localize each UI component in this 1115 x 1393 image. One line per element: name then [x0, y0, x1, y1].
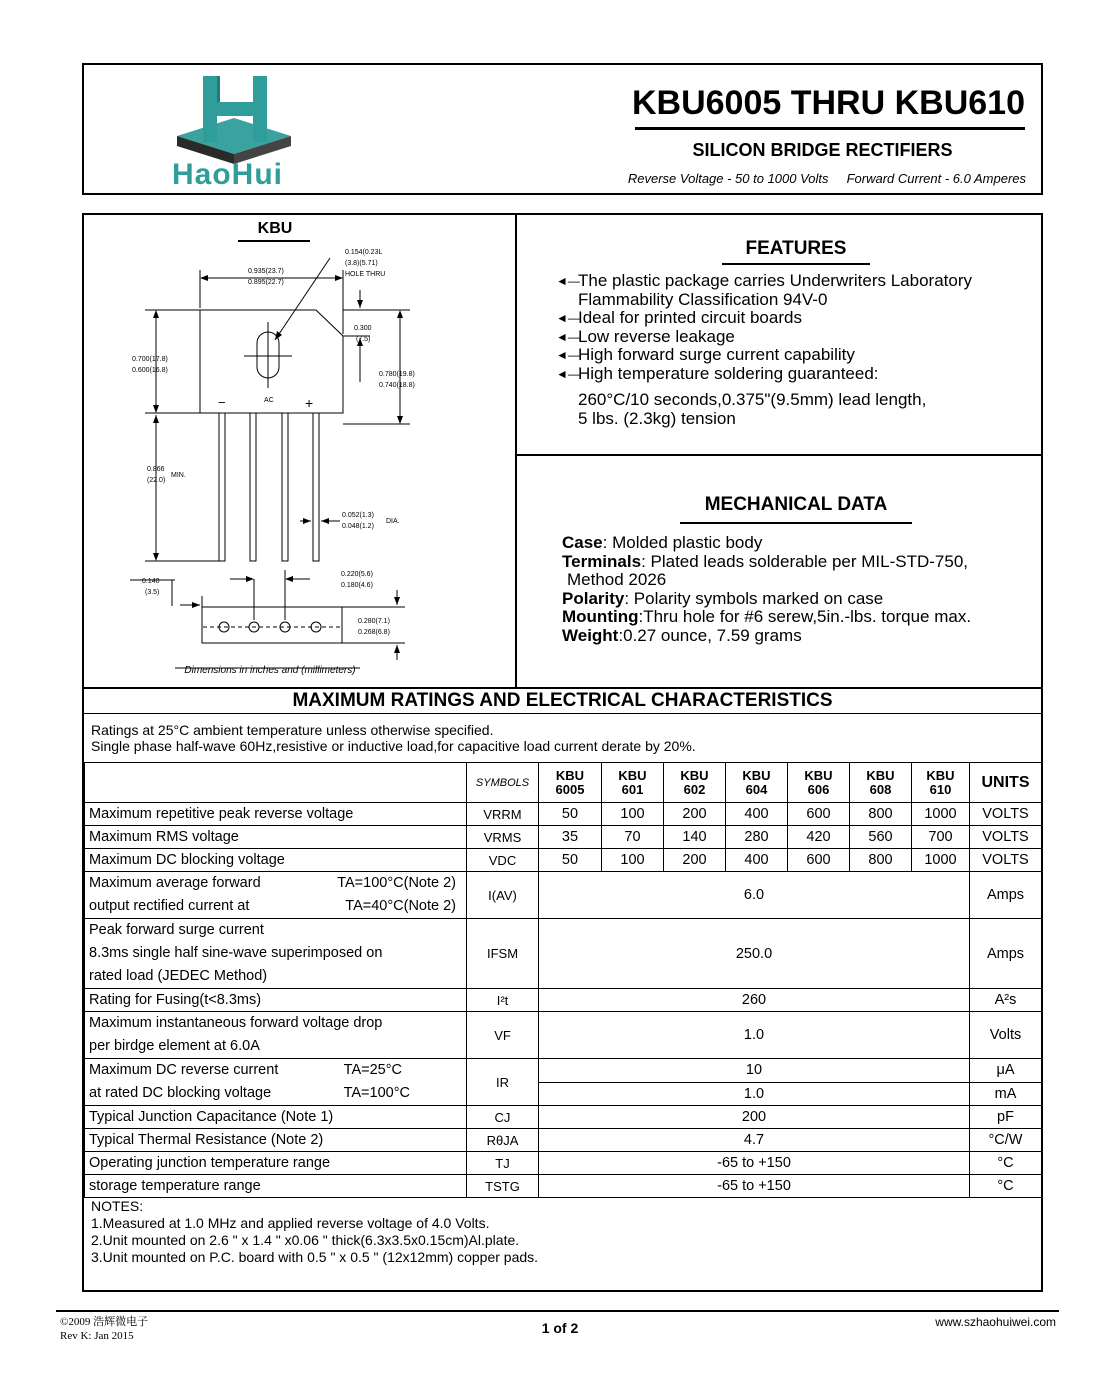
- symbol-cell: VRMS: [467, 826, 539, 849]
- feature-item: ◄— Ideal for printed circuit boards: [556, 308, 802, 328]
- symbol-cell: TSTG: [467, 1175, 539, 1198]
- dim-lead1-text: 0.866: [147, 466, 165, 473]
- feature-item: ◄— The plastic package carries Underwriters Laboratory: [556, 271, 973, 290]
- page-subtitle: SILICON BRIDGE RECTIFIERS: [692, 140, 953, 160]
- feature-item: ◄— Low reverse leakage: [556, 326, 735, 346]
- symbol-cell: I(AV): [467, 872, 539, 919]
- dim-hole3-text: HOLE THRU: [345, 271, 386, 278]
- dim-height2-text: 0.600(16.8): [132, 367, 168, 374]
- dim-width2-text: 0.895(22.7): [248, 279, 284, 286]
- dim-pitch2-text: 0.180(4.6): [341, 582, 373, 589]
- symbols-header: SYMBOLS: [467, 763, 539, 803]
- mech-terminals-cont: Method 2026: [567, 570, 667, 590]
- ratings-divider: [82, 687, 1043, 689]
- mechanical-underline: [680, 522, 912, 524]
- features-heading: FEATURES: [745, 238, 847, 259]
- features-divider: [515, 454, 1043, 456]
- arrow-bullet-icon: ◄—: [556, 366, 580, 381]
- title-underline: [635, 127, 1025, 130]
- arrow-bullet-icon: ◄—: [556, 329, 580, 344]
- table-row: Rating for Fusing(t<8.3ms) I²t 260 A²s: [85, 989, 1042, 1012]
- note-item: 2.Unit mounted on 2.6 " x 1.4 " x0.06 " thick(6.3x3.5x0.15cm)Al.plate.: [91, 1232, 520, 1248]
- table-row: Maximum DC reverse current TA=25°C at rated DC blocking voltage TA=100°C IR 10 μA: [85, 1059, 1042, 1083]
- symbol-cell: VRRM: [467, 803, 539, 826]
- ratings-divider-2: [82, 713, 1043, 714]
- table-row: Operating junction temperature range TJ -65 to +150 °C: [85, 1152, 1042, 1175]
- dim-hole1-text: 0.154(0.23L: [345, 249, 383, 256]
- arrow-bullet-icon: ◄—: [556, 311, 580, 326]
- dim-thick2-text: 0.268(6.8): [358, 629, 390, 636]
- dim-tab1-text: 0.300: [354, 325, 372, 332]
- footer-rule: [56, 1310, 1059, 1312]
- table-row: Peak forward surge current 8.3ms single half sine-wave superimposed on rated load (JEDEC Method) IFSM 250.0 Amps: [85, 919, 1042, 989]
- ratings-table: [84, 762, 1042, 1198]
- ratings-condition-1: Ratings at 25°C ambient temperature unless otherwise specified.: [91, 722, 494, 738]
- symbol-cell: I²t: [467, 989, 539, 1012]
- part-header: KBU 606: [788, 763, 850, 803]
- note-item: 3.Unit mounted on P.C. board with 0.5 " x 0.5 " (12x12mm) copper pads.: [91, 1249, 539, 1265]
- mechanical-list: [562, 534, 1032, 646]
- ratings-summary: Reverse Voltage - 50 to 1000 Volts Forward Current - 6.0 Amperes: [627, 171, 1026, 186]
- revision-text: Rev K: Jan 2015: [60, 1330, 134, 1342]
- dim-dia1-text: 0.052(1.3): [342, 512, 374, 519]
- mech-terminals: Terminals: Plated leads solderable per MIL-STD-750,: [562, 551, 969, 571]
- notes-title: NOTES:: [91, 1198, 144, 1214]
- features-list: [556, 272, 1036, 384]
- param-header-cell: [85, 763, 467, 803]
- dim-height1-text: 0.700(17.8): [132, 356, 168, 363]
- symbol-cell: TJ: [467, 1152, 539, 1175]
- part-header: KBU 608: [850, 763, 912, 803]
- part-header: KBU 610: [912, 763, 970, 803]
- note-item: 1.Measured at 1.0 MHz and applied reverse voltage of 4.0 Volts.: [91, 1215, 490, 1231]
- mech-weight: Weight:0.27 ounce, 7.59 grams: [562, 625, 802, 645]
- dim-dia3-text: DIA.: [386, 518, 400, 525]
- symbol-cell: RθJA: [467, 1129, 539, 1152]
- dim-thick1-text: 0.280(7.1): [358, 618, 390, 625]
- notes-block: [91, 1198, 538, 1266]
- dim-width-text: 0.935(23.7): [248, 268, 284, 275]
- dim-pitch1-text: 0.220(5.6): [341, 571, 373, 578]
- feature-item: ◄— High forward surge current capability: [556, 345, 855, 365]
- dim-tab2-text: (7.5): [356, 336, 371, 343]
- dim-edge1-text: 0.140: [142, 578, 160, 585]
- ac-mark: AC: [264, 397, 274, 404]
- dimension-caption: Dimensions in inches and (millimeters): [184, 665, 356, 676]
- website-link[interactable]: www.szhaohuiwei.com: [935, 1315, 1056, 1329]
- table-row: Maximum instantaneous forward voltage drop per birdge element at 6.0A VF 1.0 Volts: [85, 1012, 1042, 1059]
- brand-name: HaoHui: [172, 158, 283, 191]
- symbol-cell: VDC: [467, 849, 539, 872]
- column-divider: [515, 213, 517, 689]
- table-row: Maximum RMS voltage VRMS 35 70 140 280 420 560 700 VOLTS: [85, 826, 1042, 849]
- page-title: KBU6005 THRU KBU610: [631, 84, 1025, 122]
- dim-hole2-text: (3.8)(5.71): [345, 260, 378, 267]
- page-number: 1 of 2: [541, 1320, 579, 1336]
- table-header-row: [85, 763, 1042, 803]
- table-row: Maximum repetitive peak reverse voltage VRRM 50 100 200 400 600 800 1000 VOLTS: [85, 803, 1042, 826]
- copyright-text: ©2009 浩辉微电子: [60, 1316, 149, 1328]
- mech-polarity: Polarity: Polarity symbols marked on case: [562, 588, 884, 608]
- plus-mark: +: [305, 395, 314, 411]
- ratings-condition-2: Single phase half-wave 60Hz,resistive or inductive load,for capacitive load current derate by 20%.: [91, 738, 696, 754]
- dim-lead2-text: (22.0): [147, 477, 166, 484]
- table-row: storage temperature range TSTG -65 to +150 °C: [85, 1175, 1042, 1198]
- minus-mark: −: [218, 395, 226, 410]
- package-label: KBU: [257, 220, 293, 237]
- table-row: 1.0 mA: [85, 1082, 1042, 1106]
- feature-item-continuation: Flammability Classification 94V-0: [578, 289, 828, 309]
- table-row: Typical Junction Capacitance (Note 1) CJ 200 pF: [85, 1106, 1042, 1129]
- feature-soldering-detail: 260°C/10 seconds,0.375"(9.5mm) lead length, 5 lbs. (2.3kg) tension: [578, 390, 927, 428]
- symbol-cell: VF: [467, 1012, 539, 1059]
- mech-case: Case: Molded plastic body: [562, 533, 763, 552]
- feature-item: ◄— High temperature soldering guaranteed:: [556, 363, 879, 383]
- ratings-heading: MAXIMUM RATINGS AND ELECTRICAL CHARACTERISTICS: [292, 690, 833, 711]
- table-row: Maximum DC blocking voltage VDC 50 100 200 400 600 800 1000 VOLTS: [85, 849, 1042, 872]
- dim-edge2-text: (3.5): [145, 589, 160, 596]
- dim-body2-text: 0.740(18.8): [379, 382, 415, 389]
- dim-lead3-text: MIN.: [171, 472, 186, 479]
- part-header: KBU 6005: [539, 763, 602, 803]
- part-header: KBU 604: [726, 763, 788, 803]
- mechanical-heading: MECHANICAL DATA: [704, 494, 888, 515]
- table-row: Maximum average forward TA=100°C(Note 2) output rectified current at TA=40°C(Note 2) I(AV) 6.0 Amps: [85, 872, 1042, 919]
- arrow-bullet-icon: ◄—: [556, 274, 580, 288]
- arrow-bullet-icon: ◄—: [556, 348, 580, 363]
- footer-left: [60, 1315, 148, 1343]
- symbol-cell: IR: [467, 1059, 539, 1106]
- table-row: Typical Thermal Resistance (Note 2) RθJA 4.7 °C/W: [85, 1129, 1042, 1152]
- mech-mounting: Mounting:Thru hole for #6 serew,5in.-lbs. torque max.: [562, 607, 972, 627]
- dim-body1-text: 0.780(19.8): [379, 371, 415, 378]
- part-header: KBU 601: [602, 763, 664, 803]
- part-header: KBU 602: [664, 763, 726, 803]
- units-header: UNITS: [970, 763, 1042, 803]
- package-outline-drawing: [84, 240, 514, 670]
- symbol-cell: IFSM: [467, 919, 539, 989]
- symbol-cell: CJ: [467, 1106, 539, 1129]
- dim-dia2-text: 0.048(1.2): [342, 523, 374, 530]
- features-underline: [722, 263, 870, 265]
